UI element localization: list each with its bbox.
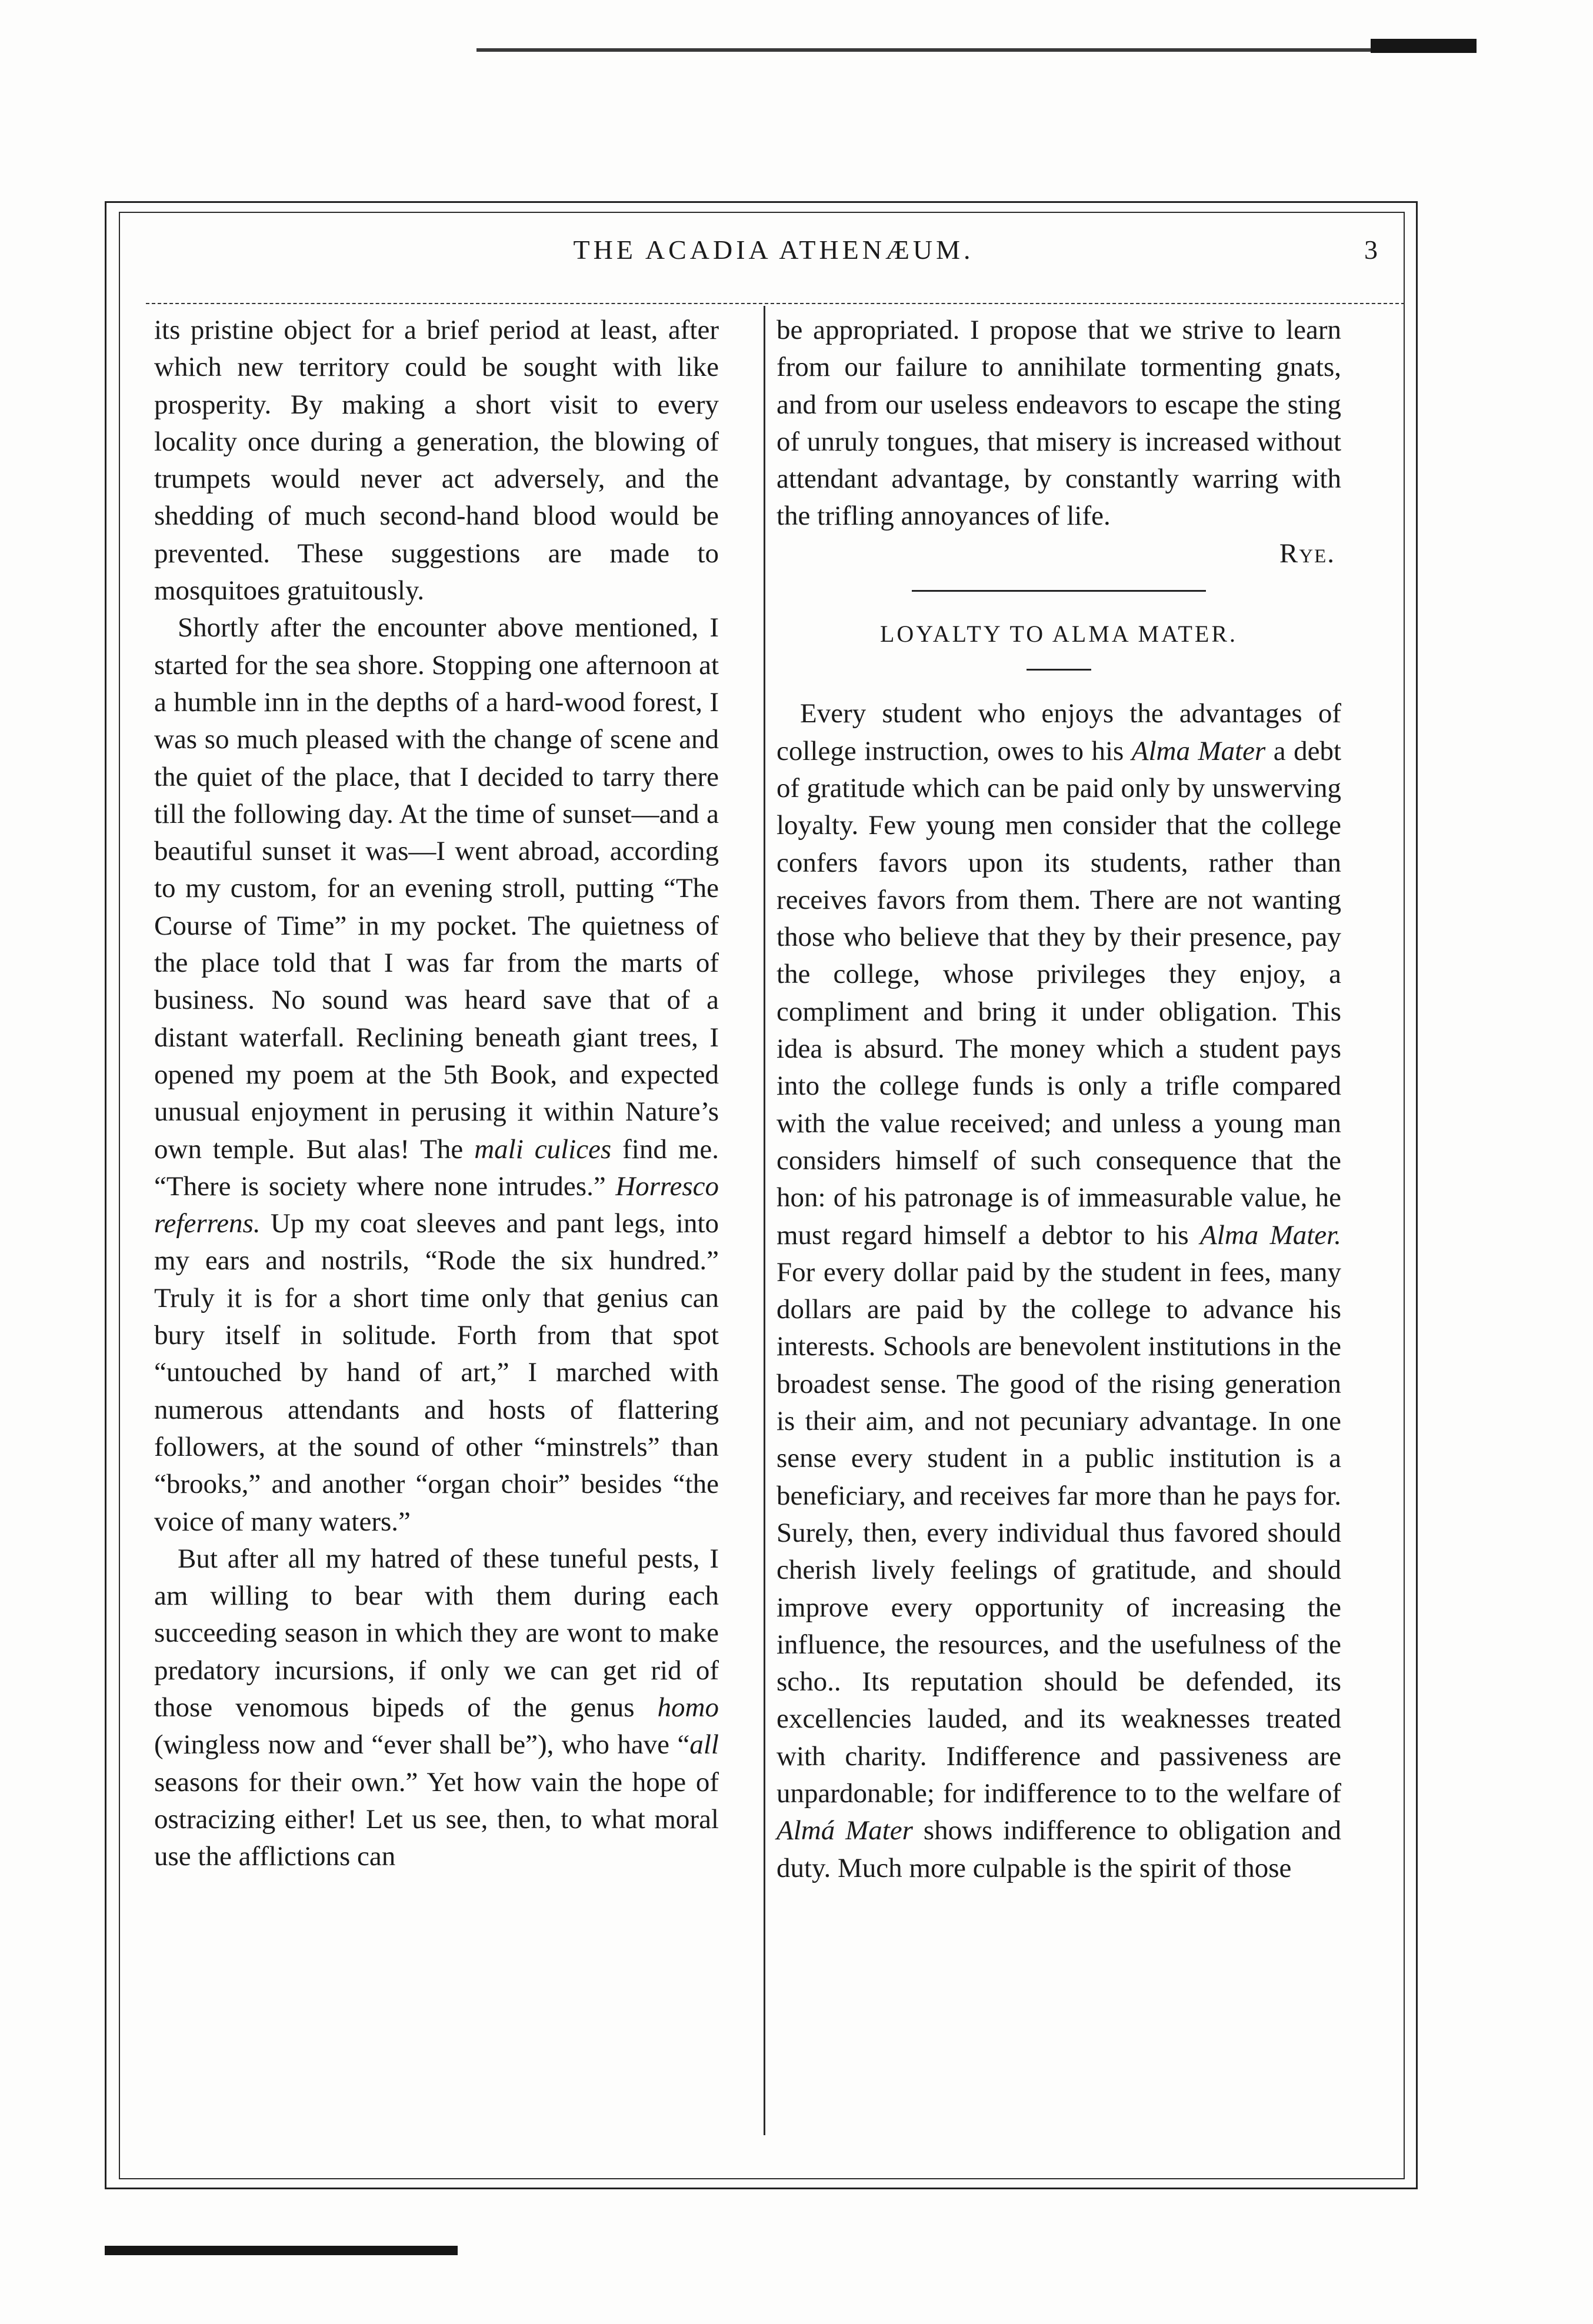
header-rule <box>146 303 1405 304</box>
author-signature: Rye. <box>1279 538 1335 569</box>
journal-title: THE ACADIA ATHENÆUM. <box>573 235 974 265</box>
right-p2-text-b: a debt of gratitude which can be paid only by unswerving loyalty. Few young men consider that the college confers favors upon its students, rather than receives favors from them. There are not wanting those who believe that they by their presence, pay the college, whose privileges they enjoy, a compliment and bring it under obligation. This idea is absurd. The money which a student pays into the college funds is only a trifle compared with the value received; and unless a young man considers himself of such consequence that the hon⁠: of his patronage is of immeasurable value, he must regard himself a debtor to his <box>776 735 1342 1251</box>
right-column <box>776 312 1341 1887</box>
left-p3-italic-2: all <box>689 1729 719 1760</box>
left-p2-text-a: Shortly after the encounter above mentioned, I started for the sea shore. Stopping one afternoon at a humble inn in the depths of a hard-wood forest, I was so much pleased with the change of scene and the quiet of the place, that I decided to tarry there till the following day. At the time of sunset—and a beautiful sunset it was—I went abroad, according to my custom, for an evening stroll, putting “The Course of Time” in my pocket. The quietness of the place told that I was far from the marts of business. No sound was heard save that of a distant waterfall. Reclining beneath giant trees, I opened my poem at the 5th Book, and expected unusual enjoyment in perusing it within Nature’s own temple. But alas! The <box>154 612 719 1165</box>
running-head <box>147 234 1400 275</box>
left-p3-text-b: (wingless now and “ever shall be”), who have “ <box>154 1729 690 1760</box>
page-number: 3 <box>1364 235 1378 265</box>
scan-edge-mark-bottom <box>105 2246 458 2255</box>
right-p2-text-a: Every student who enjoys the advantages of college instruction, owes to his <box>776 698 1341 766</box>
right-paragraph-1: be appropriated. I propose that we strive to learn from our failure to annihilate tormenting gnats, and from our useless endeavors to escape the sting of unruly tongues, that misery is increased without attendant advantage, by constantly warring with the trifling annoyances of life. <box>776 315 1341 532</box>
right-paragraph-2 <box>776 695 1341 1887</box>
left-paragraph-1: its pristine object for a brief period at least, after which new territory could be sought with like prosperity. By making a short visit to every locality once during a generation, the blowing of trumpets would never act adversely, and the shedding of much second-hand blood would be prevented. These suggestions are made to mosquitoes gratuitously. <box>154 315 719 606</box>
right-p2-text-d: shows indifference to obligation and duty. Much more culpable is the spirit of those <box>776 1815 1342 1883</box>
column-divider <box>764 306 765 2135</box>
left-p3-text-c: seasons for their own.” Yet how vain the hope of ostracizing either! Let us see, then, to what moral use the afflictions can <box>154 1766 719 1872</box>
scan-edge-mark-top <box>476 48 1477 52</box>
scan-edge-mark-top-right <box>1371 39 1477 53</box>
right-p2-italic-1: Alma Mater <box>1131 735 1266 766</box>
right-p2-text-c: For every dollar paid by the student in fees, many dollars are paid by the college to advance his interests. Schools are benevolent institutions in the broadest sense. The good of the rising generation is their aim, and not pecuniary advantage. In one sense every student in a public institution is a beneficiary, and receives far more than he pays for. Surely, then, every individual thus favored should cherish lively feelings of gratitude, and should improve every opportunity of increasing the influence, the resources, and the usefulness of the scho⁠.. Its reputation should be defended, its excellencies lauded, and its weaknesses treated with charity. Indifference and passiveness are unpardonable; for indifference to to the welfare of <box>776 1256 1341 1809</box>
left-p2-italic-1: mali culices <box>474 1133 612 1165</box>
right-p2-italic-3: Almá Mater <box>776 1815 913 1846</box>
left-p2-text-b: find me. “There is society where none intrudes.” <box>154 1133 719 1202</box>
left-paragraph-2 <box>154 609 719 1540</box>
left-p3-text-a: But after all my hatred of these tuneful pests, I am willing to bear with them during each succeeding season in which they are wont to make predatory incursions, if only we can get rid of those venomous bipeds of the genus <box>154 1543 719 1723</box>
left-p2-italic-2: Horresco referrens. <box>154 1171 719 1239</box>
left-column <box>154 312 719 1875</box>
left-paragraph-3 <box>154 1541 719 1876</box>
heading-rule <box>1027 669 1091 671</box>
right-p2-italic-2: Alma Mater. <box>1200 1219 1341 1251</box>
left-p2-text-c: Up my coat sleeves and pant legs, into my ears and nostrils, “Rode the six hundred.” Truly it is for a short time only that genius can bury itself in solitude. Forth from that spot “untouched by hand of art,” I marched with numerous attendants and hosts of flattering followers, at the sound of other “minstrels” than “brooks,” and another “organ choir” besides “the voice of many waters.” <box>154 1208 719 1537</box>
section-rule <box>912 590 1206 592</box>
left-p3-italic-1: homo <box>657 1692 719 1723</box>
article-heading: LOYALTY TO ALMA MATER. <box>879 621 1238 648</box>
